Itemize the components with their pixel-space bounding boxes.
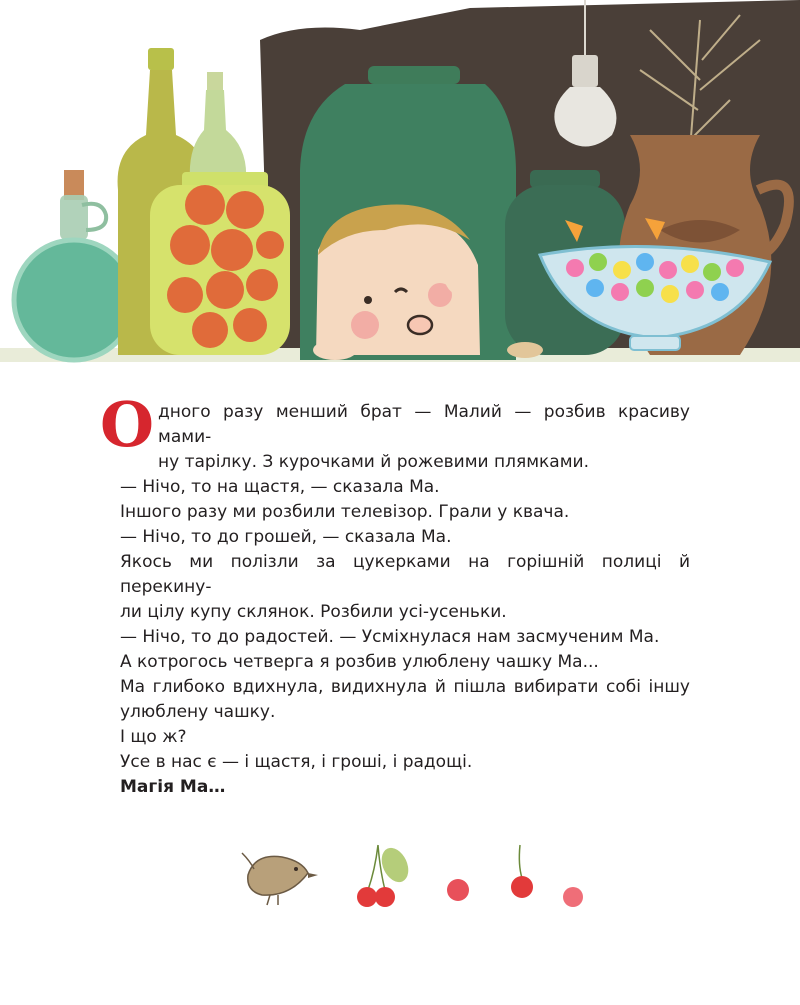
child-hand (313, 340, 357, 360)
story-text (100, 388, 690, 800)
story-line: ли цілу купу склянок. Розбили усі-усеньки. (120, 602, 507, 622)
story-line: — Нічо, то на щастя, — сказала Ма. (120, 477, 440, 497)
story-line: Іншого разу ми розбили телевізор. Грали у квача. (120, 502, 570, 522)
story-line-1-text: дного разу менший брат — Малий — розбив красиву мами- (158, 402, 690, 447)
footer-decoration (220, 835, 600, 920)
cherry-icon (357, 844, 413, 907)
cookie (507, 342, 543, 358)
story-line: А котрогось четверга я розбив улюблену чашку Ма... (120, 652, 599, 672)
story-line: Усе в нас є — і щастя, і гроші, і радощі. (120, 752, 473, 772)
cherry-icon (447, 879, 469, 901)
story-line-2: ну тарілку. З курочками й рожевими плямками. (158, 452, 590, 472)
drop-cap: О (100, 388, 155, 461)
story-line: Ма глибоко вдихнула, видихнула й пішла вибирати собі іншу (120, 677, 690, 697)
closing-line: Магія Ма… (120, 777, 226, 797)
story-line: — Нічо, то до грошей, — сказала Ма. (120, 527, 452, 547)
pantry-illustration (0, 0, 800, 370)
story-line: І що ж? (120, 727, 187, 747)
cherry-icon (511, 845, 533, 898)
oil-bottle (14, 170, 134, 360)
story-line: — Нічо, то до радостей. — Усміхнулася нам засмученим Ма. (120, 627, 660, 647)
bird-icon (242, 853, 318, 905)
tomato-jar (150, 172, 290, 355)
story-line: улюблену чашку. (120, 702, 276, 722)
cherry-icon (563, 887, 583, 907)
story-line-1 (100, 388, 690, 461)
story-line: Якось ми полізли за цукерками на горішній полиці й перекину- (120, 552, 690, 597)
child-face (316, 204, 480, 355)
